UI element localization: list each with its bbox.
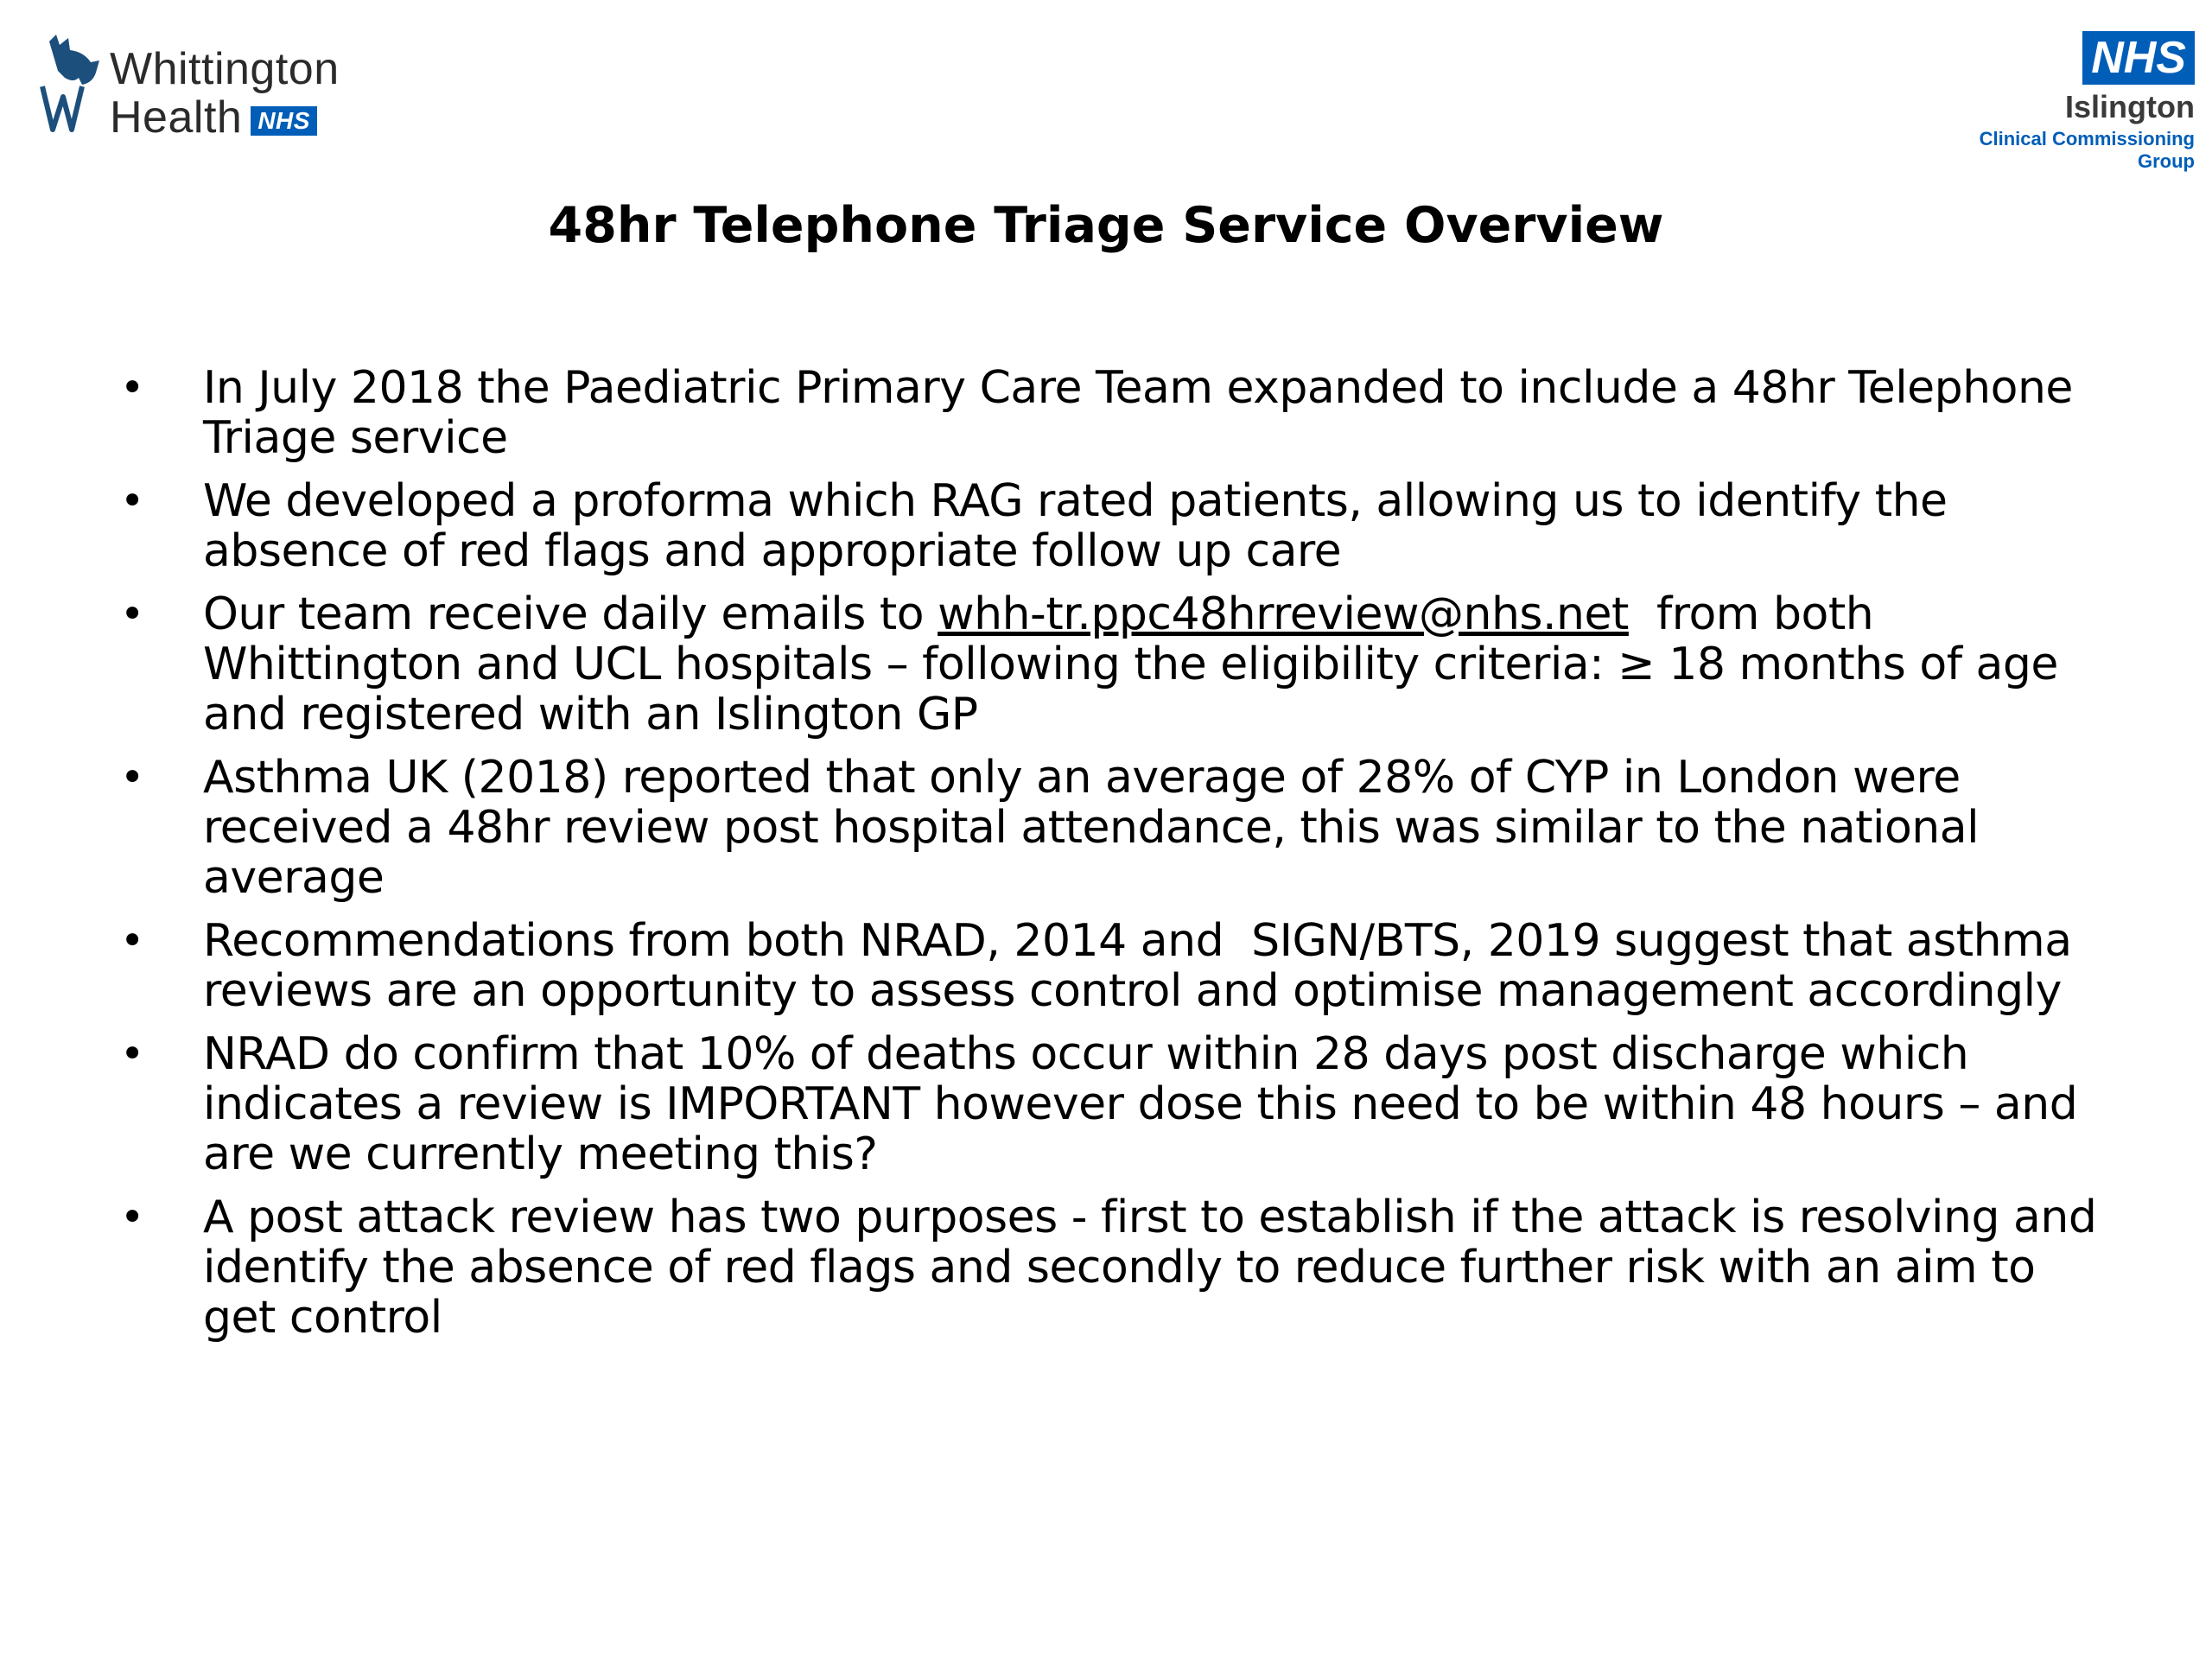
nhs-badge-small: NHS	[251, 106, 317, 136]
bullet-icon: •	[120, 590, 144, 639]
ccg-subtitle: Clinical Commissioning Group	[1979, 127, 2195, 172]
bullet-list	[117, 363, 2121, 1356]
whittington-health-logo	[39, 33, 376, 141]
bullet-text: Recommendations from both NRAD, 2014 and SIGN/BTS, 2019 suggest that asthma reviews are an opportunity to assess control and optimise management accordingly	[203, 915, 2086, 1017]
bullet-icon: •	[120, 1030, 144, 1078]
bullet-item	[117, 753, 2121, 903]
islington-ccg-logo	[1936, 31, 2195, 172]
bullet-text-post: from both Whittington and UCL hospitals – following the eligibility criteria: ≥ 18 months of age and registered with an Islington GP	[203, 588, 2072, 741]
bullet-item	[117, 476, 2121, 576]
bullet-text: Asthma UK (2018) reported that only an average of 28% of CYP in London were received a 48hr review post hospital attendance, this was similar to the national average	[203, 752, 1980, 904]
whittington-cat-w-icon	[39, 33, 104, 137]
bullet-text: A post attack review has two purposes - first to establish if the attack is resolving and identify the absence of red flags and secondly to reduce further risk with an aim to get control	[203, 1192, 2097, 1344]
bullet-icon: •	[120, 477, 144, 525]
bullet-item	[117, 1192, 2121, 1343]
page-title: 48hr Telephone Triage Service Overview	[548, 197, 1664, 254]
bullet-icon: •	[120, 753, 144, 802]
bullet-item	[117, 363, 2121, 463]
logo-text-health	[110, 92, 317, 143]
bullet-text-pre: Our team receive daily emails to	[203, 588, 938, 640]
bullet-icon: •	[120, 917, 144, 965]
bullet-item	[117, 916, 2121, 1016]
logo-text-whittington: Whittington	[110, 44, 340, 94]
bullet-text: We developed a proforma which RAG rated patients, allowing us to identify the absence of red flags and appropriate follow up care	[203, 475, 1948, 577]
bullet-item	[117, 1029, 2121, 1179]
bullet-text: In July 2018 the Paediatric Primary Care Team expanded to include a 48hr Telephone Triage service	[203, 362, 2073, 464]
nhs-badge-large: NHS	[2082, 31, 2195, 85]
logo-text-health-word: Health	[110, 92, 243, 143]
bullet-icon: •	[120, 364, 144, 412]
bullet-text: NRAD do confirm that 10% of deaths occur within 28 days post discharge which indicates a review is IMPORTANT however dose this need to be within 48 hours – and are we currently meeting this?	[203, 1028, 2078, 1180]
bullet-icon: •	[120, 1193, 144, 1242]
bullet-item	[117, 589, 2121, 740]
email-link[interactable]: whh-tr.ppc48hrreview@nhs.net	[938, 588, 1629, 640]
ccg-name: Islington	[2065, 89, 2195, 124]
